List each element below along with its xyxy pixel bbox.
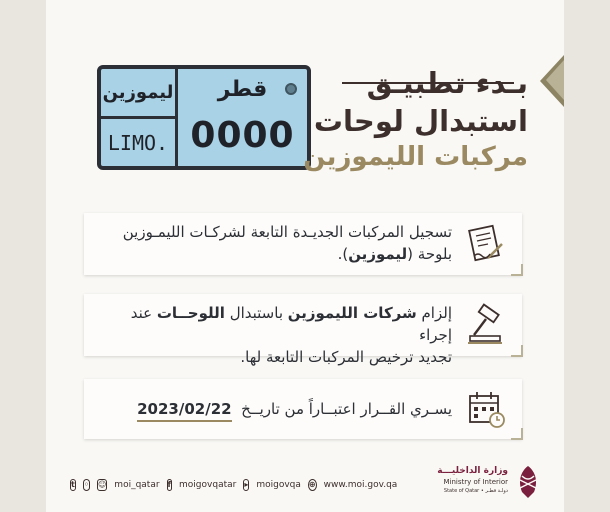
instagram-icon[interactable]: ◦ [83, 480, 89, 489]
social-handle-facebook[interactable]: moigovqatar [179, 480, 237, 490]
footer-social-links [70, 474, 398, 496]
obligation-pre: إلزام [416, 304, 452, 322]
twitter-icon[interactable]: t [71, 480, 75, 489]
document-signature-icon [464, 222, 508, 266]
title-line-2: استبدال لوحات [313, 104, 528, 138]
right-margin [564, 0, 610, 512]
obligation-line-2: تجديد ترخيص المركبات التابعة لها. [240, 348, 452, 366]
logo-state-name: State of Qatar • دولـة قطـر [443, 488, 508, 494]
logo-arabic-name: وزارة الداخليـــة [437, 466, 508, 476]
info-text-obligation [100, 302, 452, 368]
title-line-3: مركبات الليموزين [303, 142, 528, 172]
info-text-effective-date [100, 398, 452, 420]
title-line-1: بـدء تطبيـق [366, 66, 528, 100]
plate-left-section [101, 69, 178, 166]
registration-bold: ليموزين [348, 245, 408, 263]
website-link[interactable]: www.moi.gov.qa [323, 480, 398, 490]
box-corner-accent [511, 264, 523, 276]
effective-date: 2023/02/22 [137, 400, 231, 422]
info-box-registration [84, 213, 522, 275]
effective-text: يسـري القــرار اعتبــاراً من تاريــخ [241, 400, 452, 418]
social-handle-moi-qatar[interactable]: moi_qatar [114, 480, 160, 490]
obligation-mid: باستبدال [224, 304, 288, 322]
plate-number: 0000 [190, 115, 295, 156]
facebook-icon[interactable]: f [167, 480, 172, 489]
obligation-post: عند إجراء [130, 304, 452, 344]
gavel-icon [464, 303, 508, 347]
registration-line-1: تسجيل المركبات الجديـدة التابعة لشركـات الليمـوزين [122, 223, 452, 241]
youtube-icon[interactable]: ▸ [244, 480, 249, 489]
ministry-logo [428, 462, 548, 502]
plate-category-arabic: ليموزين [101, 69, 175, 119]
chevron-inner-decoration-icon [546, 60, 564, 100]
left-margin [0, 0, 46, 512]
plate-category-latin: LIMO. [107, 130, 169, 155]
info-box-obligation [84, 294, 522, 366]
globe-icon[interactable]: ⊕ [308, 480, 316, 489]
obligation-bold-2: اللوحــات [156, 304, 225, 322]
social-handle-youtube[interactable]: moigovqa [256, 480, 301, 490]
info-box-effective-date [84, 379, 522, 439]
registration-line-2 [100, 243, 452, 265]
calendar-icon [464, 387, 508, 431]
box-corner-accent [511, 345, 523, 357]
box-corner-accent [511, 428, 523, 440]
obligation-bold-1: شركات الليموزين [287, 304, 417, 322]
snapchat-icon[interactable]: ☺ [97, 480, 107, 489]
ministry-emblem-icon [512, 462, 544, 502]
limousine-license-plate [97, 65, 311, 170]
logo-english-name: Ministry of Interior [443, 478, 508, 486]
obligation-line-1 [100, 302, 452, 346]
info-text-registration [100, 221, 452, 265]
registration-pre: بلوحة ( [407, 245, 452, 263]
registration-post: ). [337, 245, 349, 263]
plate-country: قطر [217, 77, 268, 102]
